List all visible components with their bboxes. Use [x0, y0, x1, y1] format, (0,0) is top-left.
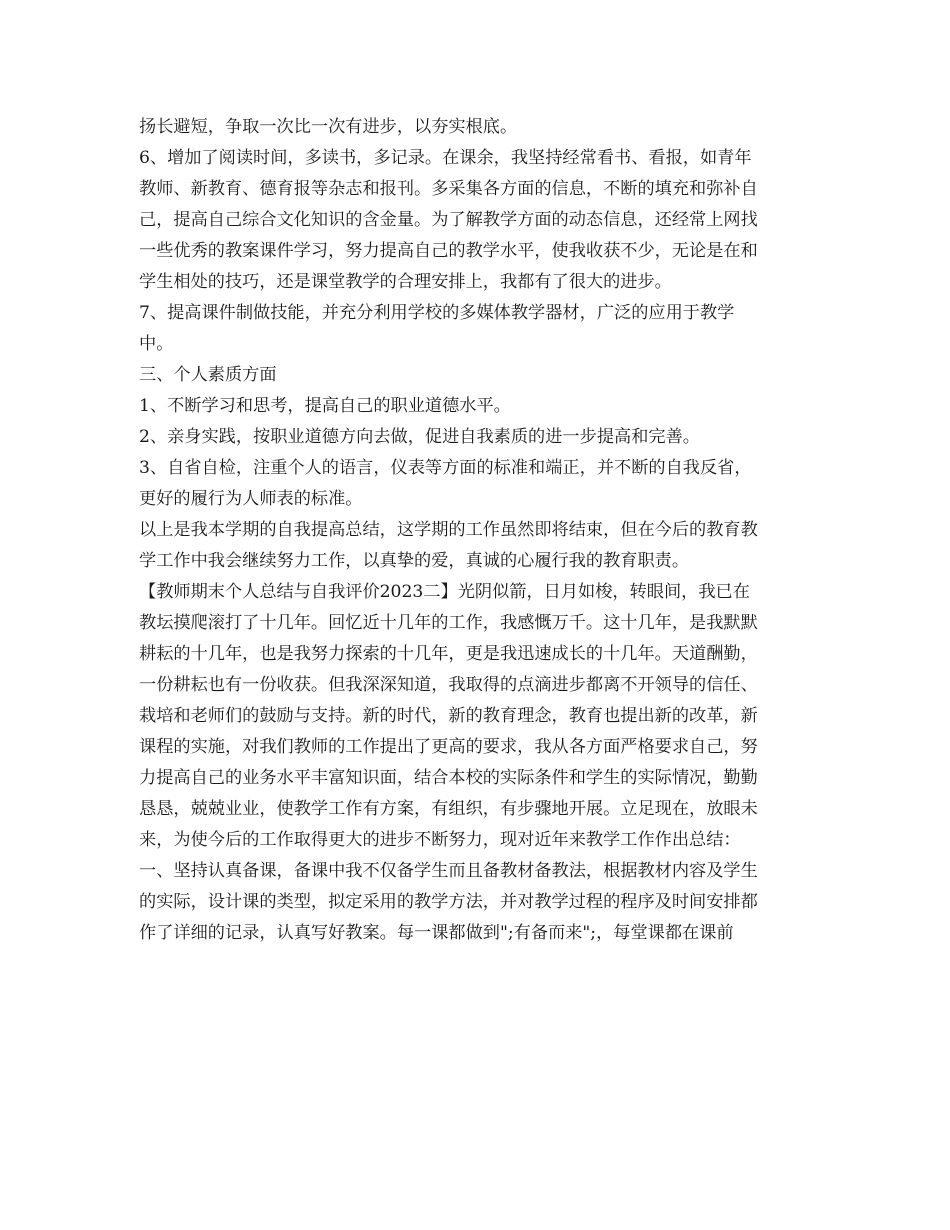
text-line: 学生相处的技巧，还是课堂教学的合理安排上，我都有了很大的进步。	[139, 272, 672, 292]
section-heading: 一、坚持认真备课，备课中我不仅备学生而且备教材备教法，根据教材内容及学生	[139, 861, 758, 881]
document-body	[139, 112, 819, 949]
text-line: 更好的履行为人师表的标准。	[139, 489, 363, 509]
text-line: 一些优秀的教案课件学习，努力提高自己的教学水平，使我收获不少，无论是在和	[139, 241, 758, 261]
text-line: 恳恳，兢兢业业，使教学工作有方案，有组织，有步骤地开展。立足现在，放眼未	[139, 799, 758, 819]
section-heading: 三、个人素质方面	[139, 365, 277, 385]
text-line: 作了详细的记录，认真写好教案。每一课都做到";有备而来";，每堂课都在课前	[139, 923, 734, 943]
text-line: 耕耘的十几年，也是我努力探索的十几年，更是我迅速成长的十几年。天道酬勤，	[139, 644, 758, 664]
text-line: 以上是我本学期的自我提高总结，这学期的工作虽然即将结束，但在今后的教育教	[139, 520, 758, 540]
text-line: 6、增加了阅读时间，多读书，多记录。在课余，我坚持经常看书、看报，如青年	[139, 148, 752, 168]
text-line: 教坛摸爬滚打了十几年。回忆近十几年的工作，我感慨万千。这十几年，是我默默	[139, 613, 758, 633]
text-line: 课程的实施，对我们教师的工作提出了更高的要求，我从各方面严格要求自己，努	[139, 737, 758, 757]
text-line: 中。	[139, 334, 174, 354]
text-line: 3、自省自检，注重个人的语言，仪表等方面的标准和端正，并不断的自我反省，	[139, 458, 752, 478]
text-line: 1、不断学习和思考，提高自己的职业道德水平。	[139, 396, 511, 416]
text-line: 扬长避短，争取一次比一次有进步，以夯实根底。	[139, 117, 518, 137]
text-line: 己，提高自己综合文化知识的含金量。为了解教学方面的动态信息，还经常上网找	[139, 210, 758, 230]
text-line: 栽培和老师们的鼓励与支持。新的时代，新的教育理念，教育也提出新的改革，新	[139, 706, 758, 726]
text-line: 学工作中我会继续努力工作，以真挚的爱，真诚的心履行我的教育职责。	[139, 551, 690, 571]
text-line: 教师、新教育、德育报等杂志和报刊。多采集各方面的信息，不断的填充和弥补自	[139, 179, 758, 199]
text-line: 一份耕耘也有一份收获。但我深深知道，我取得的点滴进步都离不开领导的信任、	[139, 675, 758, 695]
text-line: 2、亲身实践，按职业道德方向去做，促进自我素质的进一步提高和完善。	[139, 427, 700, 447]
text-line: 7、提高课件制做技能，并充分利用学校的多媒体教学器材，广泛的应用于教学	[139, 303, 735, 323]
section-title-line: 【教师期末个人总结与自我评价2023二】光阴似箭，日月如梭，转眼间，我已在	[139, 582, 750, 602]
text-line: 来，为使今后的工作取得更大的进步不断努力，现对近年来教学工作作出总结：	[139, 830, 741, 850]
text-line: 力提高自己的业务水平丰富知识面，结合本校的实际条件和学生的实际情况，勤勤	[139, 768, 758, 788]
text-line: 的实际，设计课的类型，拟定采用的教学方法，并对教学过程的程序及时间安排都	[139, 892, 758, 912]
